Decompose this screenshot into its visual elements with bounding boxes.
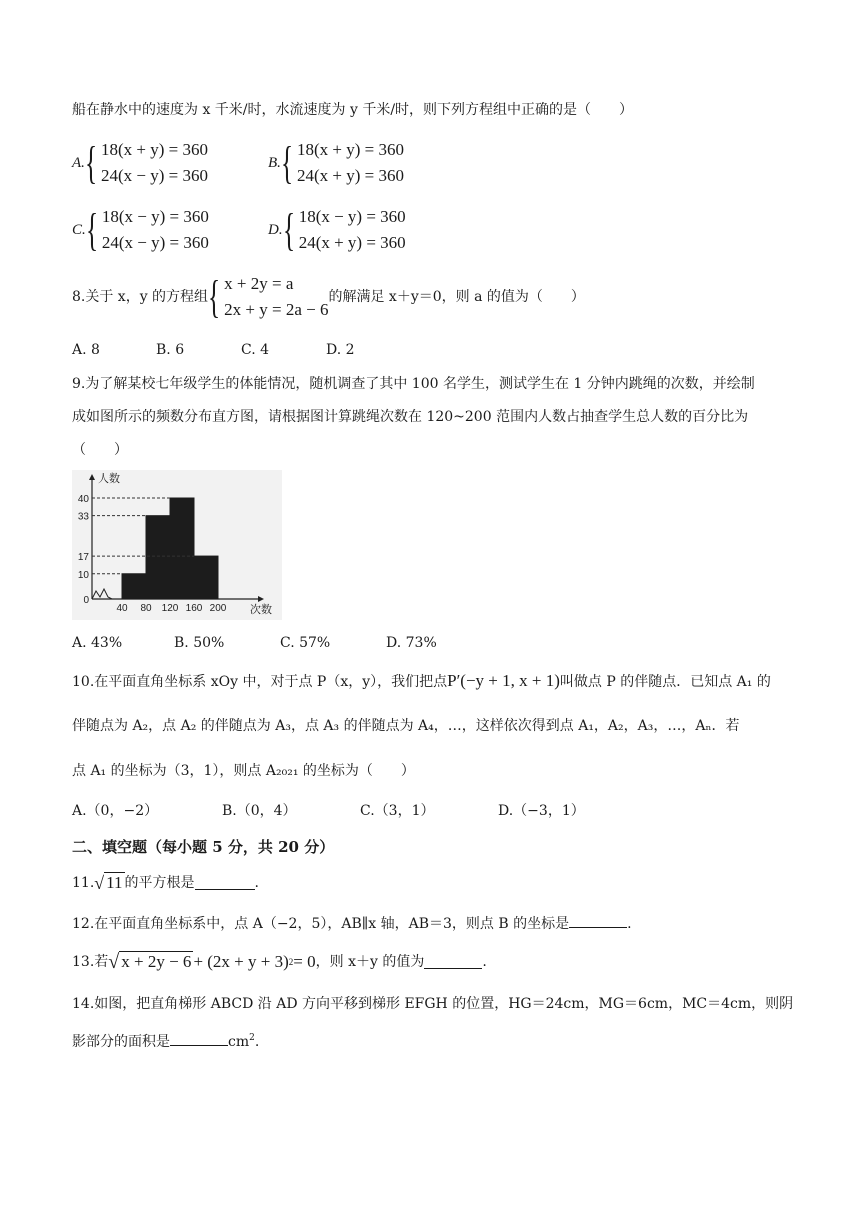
q7-option-d: [268, 204, 406, 256]
q10-option-a: A.（0，−2）: [72, 803, 159, 819]
q14-end: .: [254, 1034, 260, 1050]
x-axis-label: 次数: [250, 603, 272, 616]
q7-intro: 船在静水中的速度为 x 千米/时，水流速度为 y 千米/时，则下列方程组中正确的是（ ）: [72, 102, 634, 118]
q12-text: 12.在平面直角坐标系中，点 A（−2，5），AB∥x 轴，AB＝3，则点 B 的坐标是: [72, 916, 570, 932]
q10-line-3: 点 A₁ 的坐标为（3，1），则点 A₂₀₂₁ 的坐标为（ ）: [72, 763, 415, 779]
q10-line-1: [72, 671, 771, 692]
answer-blank[interactable]: [170, 1031, 228, 1046]
x-tick-label: 120: [161, 603, 179, 614]
histogram-chart: [72, 470, 282, 620]
q8-option-d: D. 2: [326, 342, 355, 358]
q10-line-2: 伴随点为 A₂，点 A₂ 的伴随点为 A₃，点 A₃ 的伴随点为 A₄，…，这样依次得到点 A₁，A₂，A₃，…，Aₙ．若: [72, 718, 740, 734]
x-tick-label: 80: [140, 603, 152, 614]
q14-line-2-prefix: 影部分的面积是: [72, 1034, 170, 1050]
q12-end: .: [627, 916, 632, 932]
radicand: x + 2y − 6: [121, 952, 192, 971]
x-tick-label: 200: [209, 603, 227, 614]
sqrt-expression: [108, 951, 193, 972]
q9-line-1: 9.为了解某校七年级学生的体能情况，随机调查了其中 100 名学生，测试学生在 1 分钟内跳绳的次数，并绘制: [72, 376, 755, 392]
q8-prefix: 8.关于 x，y 的方程组: [72, 289, 209, 305]
q13-rest: + (2x + y + 3): [193, 951, 289, 971]
q11: [72, 872, 259, 893]
option-letter: B.: [268, 154, 281, 171]
q8-option-c: C. 4: [241, 342, 270, 358]
q11-prefix: 11.: [72, 874, 95, 891]
y-tick-label: 33: [77, 511, 89, 523]
y-tick-label: 0: [83, 595, 89, 606]
section-2-heading: 二、填空题（每小题 5 分，共 20 分）: [72, 838, 335, 856]
x-tick-label: 40: [116, 603, 128, 614]
q13-exponent: 2: [288, 956, 294, 967]
q12: [72, 913, 632, 934]
q9-line-2: 成如图所示的频数分布直方图，请根据图计算跳绳次数在 120~200 范围内人数占抽查学生总人数的百分比为: [72, 409, 749, 425]
q10-option-d: D.（−3，1）: [498, 803, 585, 819]
q14-line-1: 14.如图，把直角梯形 ABCD 沿 AD 方向平移到梯形 EFGH 的位置，HG＝24cm，MG＝6cm，MC＝4cm，则阴: [72, 996, 794, 1012]
q9-option-c: C. 57%: [280, 635, 331, 651]
q13-suffix: ，则 x＋y 的值为: [315, 953, 425, 970]
q8-stem: [72, 271, 585, 323]
radicand: 11: [106, 873, 123, 892]
y-tick-label: 10: [77, 569, 89, 581]
q7-option-b: [268, 137, 404, 189]
brace-icon: {: [84, 137, 98, 188]
q13: [72, 951, 487, 972]
equation: 2x + y = 2a − 6: [224, 300, 329, 319]
q9-option-a: A. 43%: [72, 635, 123, 651]
equation: 18(x + y) = 360: [297, 140, 405, 159]
equation: 24(x − y) = 360: [101, 166, 209, 185]
answer-blank[interactable]: [569, 913, 627, 928]
option-letter: A.: [72, 154, 85, 171]
radical-icon: √: [108, 951, 120, 973]
answer-blank[interactable]: [424, 954, 482, 969]
q14-unit: cm: [228, 1034, 250, 1050]
option-letter: D.: [268, 221, 283, 238]
y-tick-label: 17: [77, 552, 89, 564]
histogram-bar: [170, 498, 194, 599]
equation: x + 2y = a: [224, 274, 294, 293]
option-letter: C.: [72, 221, 86, 238]
q8-suffix: 的解满足 x＋y＝0，则 a 的值为（ ）: [328, 289, 585, 305]
equation: 18(x − y) = 360: [298, 207, 406, 226]
radical-icon: √: [94, 873, 105, 893]
y-tick-label: 40: [77, 494, 89, 505]
q10-option-c: C.（3，1）: [360, 803, 435, 819]
histogram-bar: [122, 574, 146, 599]
q10-line-1-a: 10.在平面直角坐标系 xOy 中，对于点 P（x，y），我们把点: [72, 674, 448, 690]
q14-line-2: [72, 1028, 259, 1052]
y-axis-label: 人数: [98, 472, 120, 485]
q7-option-a: [72, 137, 208, 189]
q11-suffix: 的平方根是: [124, 874, 195, 891]
histogram-bar: [194, 556, 218, 599]
brace-icon: {: [85, 204, 98, 255]
q10-line-1-b: 叫做点 P 的伴随点．已知点 A₁ 的: [559, 674, 771, 690]
q10-option-b: B.（0，4）: [222, 803, 297, 819]
q9-option-d: D. 73%: [386, 635, 437, 651]
equation: 18(x + y) = 360: [101, 140, 209, 159]
q9-line-3: （ ）: [72, 442, 128, 458]
q11-end: .: [254, 874, 259, 891]
q9-option-b: B. 50%: [174, 635, 225, 651]
q8-option-a: A. 8: [72, 342, 100, 358]
histogram-bar: [146, 516, 170, 599]
q13-prefix: 13.若: [72, 953, 109, 970]
equation: 24(x + y) = 360: [298, 233, 406, 252]
equation: 24(x + y) = 360: [297, 166, 405, 185]
q7-option-c: [72, 204, 209, 256]
brace-icon: {: [282, 204, 295, 255]
equation: 18(x − y) = 360: [101, 207, 209, 226]
q14-unit-exponent: 2: [249, 1033, 255, 1043]
q8-option-b: B. 6: [156, 342, 185, 358]
equation: 24(x − y) = 360: [101, 233, 209, 252]
answer-blank[interactable]: [195, 875, 255, 890]
brace-icon: {: [280, 137, 294, 188]
sqrt-expression: [94, 872, 124, 893]
q13-eq: = 0: [293, 951, 316, 971]
q13-end: .: [482, 953, 487, 970]
x-tick-label: 160: [185, 603, 203, 614]
brace-icon: {: [208, 271, 221, 322]
q10-formula: P′(−y + 1, x + 1): [447, 671, 560, 690]
